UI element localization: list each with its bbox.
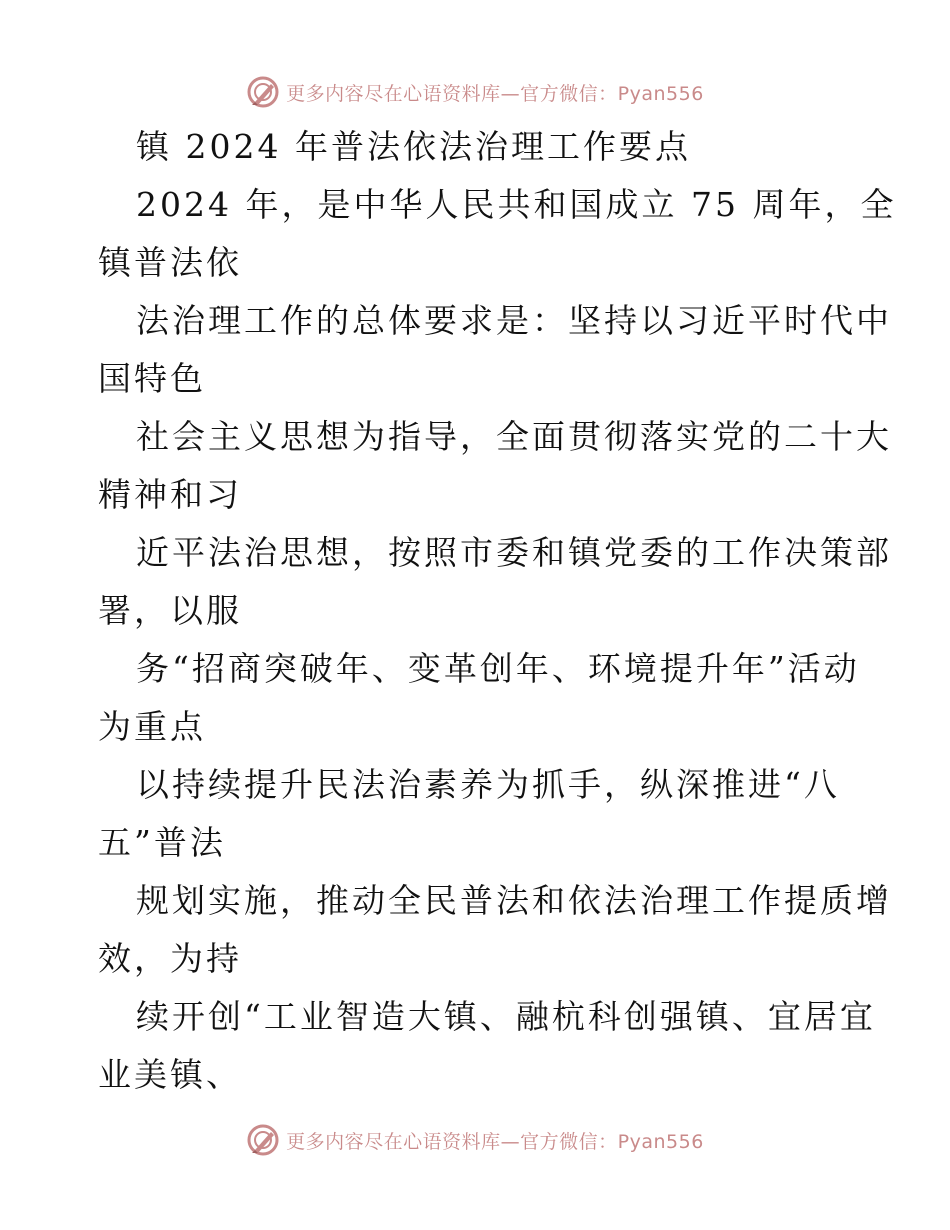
paragraph-line: 镇普法依 — [98, 243, 242, 282]
pen-logo-icon — [246, 1123, 280, 1157]
paragraph-line: 社会主义思想为指导，全面贯彻落实党的二十大 — [136, 417, 892, 456]
paragraph-line: 规划实施，推动全民普法和依法治理工作提质增 — [136, 881, 892, 920]
paragraph-line: 务“招商突破年、变革创年、环境提升年”活动 — [136, 649, 860, 688]
paragraph-line: 效，为持 — [98, 939, 242, 978]
paragraph-line: 国特色 — [98, 359, 206, 398]
paragraph-line: 2024 年，是中华人民共和国成立 75 周年，全 — [136, 185, 897, 224]
paragraph-line: 以持续提升民法治素养为抓手，纵深推进“八 — [136, 765, 840, 804]
paragraph-line: 精神和习 — [98, 475, 242, 514]
watermark-group — [246, 1123, 704, 1157]
document-title: 镇 2024 年普法依法治理工作要点 — [136, 127, 691, 166]
paragraph-line: 署，以服 — [98, 591, 242, 630]
watermark-footer — [0, 1120, 950, 1160]
pen-logo-icon — [246, 75, 280, 109]
paragraph-line: 业美镇、 — [98, 1055, 242, 1094]
paragraph-line: 续开创“工业智造大镇、融杭科创强镇、宜居宜 — [136, 997, 876, 1036]
watermark-text: 更多内容尽在心语资料库—官方微信：Pyan556 — [286, 1130, 704, 1153]
paragraph-line: 近平法治思想，按照市委和镇党委的工作决策部 — [136, 533, 892, 572]
watermark-group — [246, 75, 704, 109]
paragraph-line: 为重点 — [98, 707, 206, 746]
watermark-text: 更多内容尽在心语资料库—官方微信：Pyan556 — [286, 82, 704, 105]
paragraph-line: 五”普法 — [98, 823, 226, 862]
paragraph-line: 法治理工作的总体要求是：坚持以习近平时代中 — [136, 301, 892, 340]
watermark-header — [0, 72, 950, 112]
document-body — [98, 118, 897, 1104]
